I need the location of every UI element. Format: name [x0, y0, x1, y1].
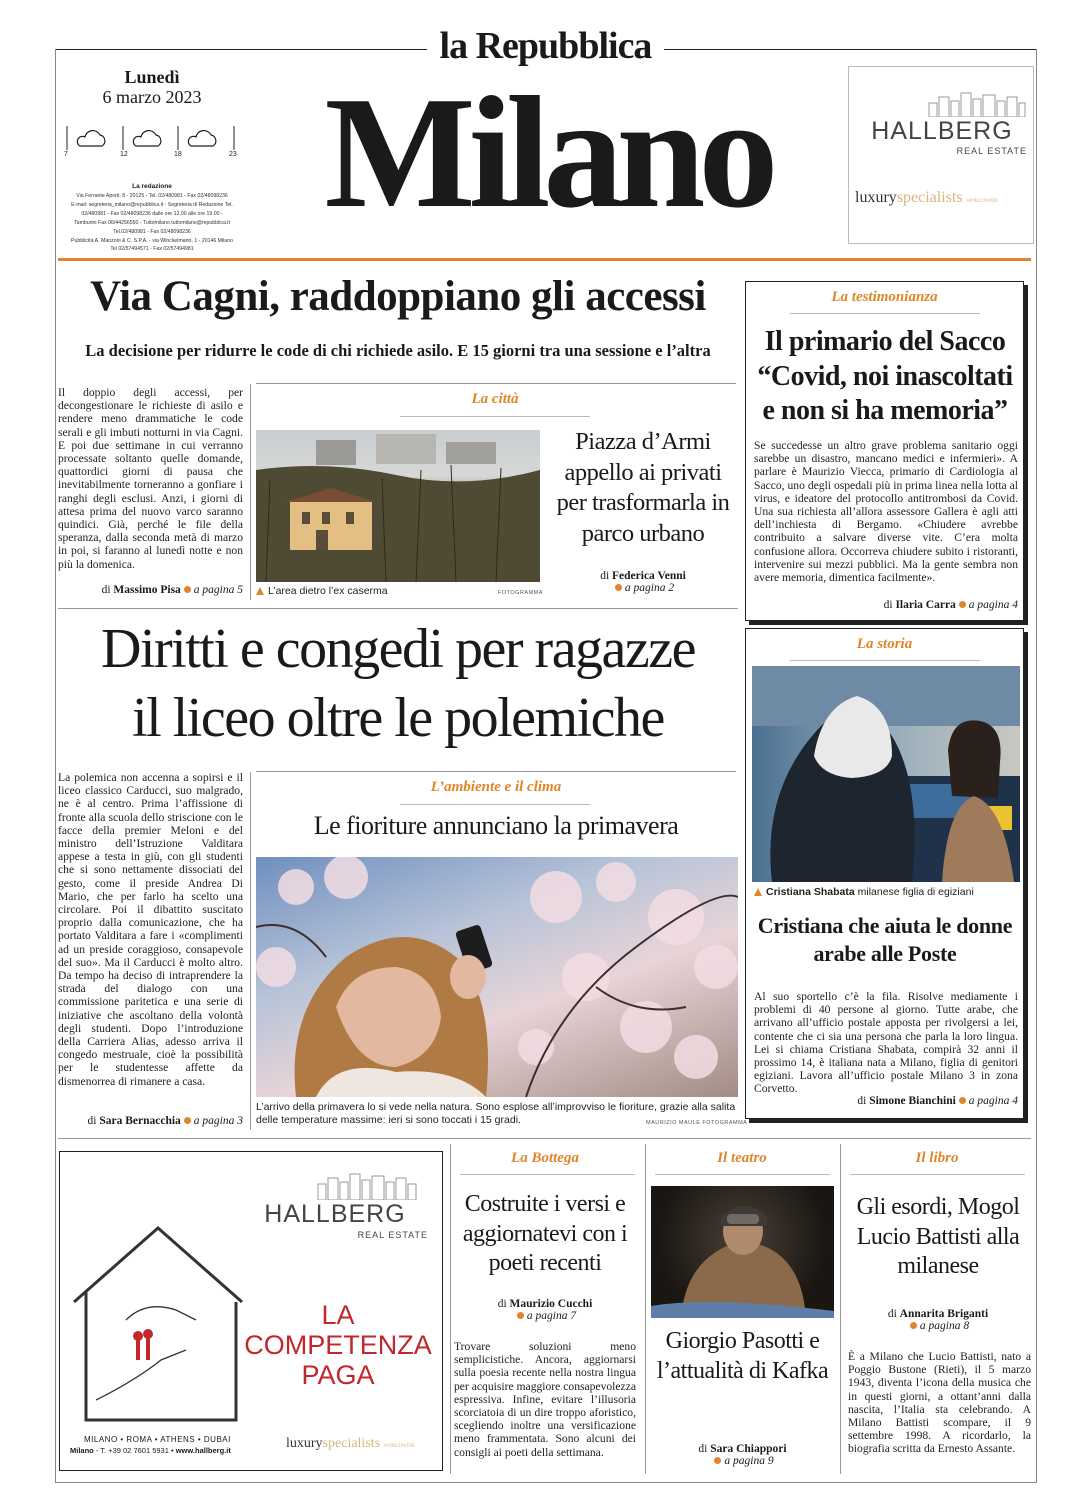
dot-icon	[517, 1312, 524, 1319]
storia-body: Al suo sportello c’è la fila. Risolve mediamente i problemi di 40 persone al giorno. Tutte arabe, che arrivano all’ufficio postale apposta per rivolgersi a lei, contente che ci sia una persona che parla la loro lingua. Lei si chiama Cristiana Shabata, compirà 32 anni il prossimo 14, è italiana nata a Milano, figlia di genitori egiziani. Lavora all’ufficio postale Milano 3 in zona Corvetto.	[754, 990, 1018, 1096]
storia-photo[interactable]	[752, 666, 1020, 882]
weather-hour-3: 18	[174, 151, 182, 158]
divider	[460, 1174, 635, 1175]
divider	[58, 608, 738, 609]
page-border-right	[1036, 49, 1037, 1482]
page-border-left	[55, 49, 56, 1482]
dot-icon	[184, 586, 191, 593]
dot-icon	[615, 584, 622, 591]
divider	[250, 384, 251, 600]
ad-top-brand: HALLBERG	[871, 117, 1013, 145]
ad-bottom-sub: REAL ESTATE	[357, 1230, 428, 1240]
divider	[58, 1138, 1031, 1139]
date-day: Lunedì	[124, 67, 180, 87]
ad-bottom-website[interactable]: www.hallberg.it	[175, 1446, 231, 1455]
divider	[655, 1174, 830, 1175]
ambiente-photo-graphic	[256, 857, 738, 1097]
citta-caption-text: L’area dietro l’ex caserma	[268, 585, 388, 597]
masthead-accent-rule	[58, 258, 1031, 261]
testimonianza-kicker: La testimonianza	[831, 289, 938, 305]
teatro-byline-pre: di	[698, 1443, 708, 1455]
ad-bottom-luxury	[286, 1436, 442, 1452]
liceo-byline-page: a pagina 3	[193, 1115, 243, 1127]
ad-top-luxury	[855, 189, 1033, 207]
testimonianza-byline-name: Ilaria Carra	[895, 599, 956, 611]
testimonianza-byline	[754, 599, 1018, 611]
redazione-line: Via Ferrante Aporti, 8 - 20125 - Tel. 02/480981 - Fax 02/48098236	[76, 193, 228, 199]
bottega-byline-page: a pagina 7	[526, 1310, 577, 1322]
divider	[256, 771, 736, 772]
dot-icon	[910, 1322, 917, 1329]
liceo-byline-name: Sara Bernacchia	[99, 1115, 181, 1127]
testimonianza-body: Se succedesse un altro grave problema sanitario oggi sarebbe un disastro, mancano medici e infermieri». A parlare è Maurizio Viecca, primario di Cardiologia al Sacco, uno degli ospedali più in prima linea nella lotta al virus, e ideatore del protocollo antitrombosi da Covid. Una sua richiesta all’allora assessore Gallera è agli atti dell’inchiesta di Bergamo. «Chiudere avrebbe contribuito a salvare diverse vite. C’era molta confusione allora. Occorreva chiudere subito i ristoranti, intervenire sui mezzi pubblici. Ma la gente sembra non avere memoria, dimentica facilmente».	[754, 439, 1018, 585]
citta-byline	[550, 570, 736, 594]
weather-graphic	[64, 124, 240, 160]
teatro-photo-graphic	[651, 1186, 834, 1318]
redazione-line: 02/480981 - Fax 02/48098236 dalle ore 12.00 alle ore 19.00 -	[81, 210, 223, 217]
ad-bottom-luxury-a: luxury	[286, 1436, 323, 1451]
lead-subhead: La decisione per ridurre le code di chi richiede asilo. E 15 giorni tra una sessione e l’altra	[85, 341, 711, 360]
libro-kicker: Il libro	[915, 1150, 959, 1166]
ad-bottom-luxury-b: specialists	[322, 1436, 381, 1451]
liceo-byline	[58, 1115, 243, 1127]
page-border-bottom	[55, 1482, 1037, 1483]
liceo-body: La polemica non accenna a sopirsi e il liceo classico Carducci, suo malgrado, ne è al centro. Prima l’affissione di fronte alla scuola dello striscione con le facce della premier Meloni e del ministro dell’Istruzione Valditara appese a testa in giù, con gli studenti che si sono nettamente dissociati del gesto, come il preside Andrea Di Mario, che per farlo ha scelto una circolare. Poi il dibattito suscitato proprio dalla comunicazione, che ha portato Valditara a fare i «complimenti ad un preside coraggioso, consapevole del suo». Ma il Carducci è molto altro. Da tempo ha deciso di intraprendere la strada del dialogo con una commissione paritetica e una serie di iniziative che ascoltano della volontà degli studenti. Dopo l’introduzione della Carriera Alias, adesso arriva il congedo mestruale, cioè la possibilità per le studentesse affette da dismenorrea di rimanere a casa.	[58, 771, 243, 1088]
citta-byline-pre: di	[600, 570, 610, 582]
ad-bottom[interactable]	[59, 1151, 443, 1471]
ambiente-photo[interactable]	[256, 857, 738, 1097]
divider	[256, 383, 736, 384]
storia-byline-page: a pagina 4	[968, 1095, 1018, 1107]
libro-byline	[845, 1308, 1031, 1332]
weather-hour-1: 7	[64, 151, 68, 158]
divider	[250, 772, 251, 1130]
date-full: 6 marzo 2023	[102, 87, 202, 107]
ad-bottom-contact	[70, 1446, 231, 1455]
triangle-icon	[754, 888, 762, 896]
citta-kicker: La città	[471, 391, 519, 407]
ad-top-luxury-b: specialists	[896, 189, 963, 206]
bottega-byline	[454, 1298, 636, 1322]
lead-byline-pre: di	[101, 584, 111, 596]
divider	[400, 416, 590, 417]
ad-bottom-contact-city: Milano	[70, 1446, 94, 1455]
triangle-icon	[256, 587, 264, 595]
lead-body: Il doppio degli accessi, per decongestionare le richieste di asilo e rendere meno drammatiche le code serali e gli imbuti notturni in via Cagni. E poi due settimane in cui verranno processate soltanto quelle domande, quattordici giorni di pausa che inevitabilmente torneranno a gonfiare i ranghi degli esclusi. Anzi, i giorni di attesa prima del nuovo varco saranno quindici. Già, perché le file della speranza, dalla seconda metà di marzo in poi, si faranno al lunedì notte e non più la domenica.	[58, 386, 243, 571]
storia-kicker: La storia	[856, 636, 913, 652]
libro-headline[interactable]: Gli esordi, Mogol Lucio Battisti alla milanese	[856, 1194, 1020, 1279]
divider	[645, 1144, 646, 1474]
ad-top-luxury-a: luxury	[855, 189, 897, 206]
bottega-body: Trovare soluzioni meno semplicistiche. Ancora, aggiornarsi sulla poesia recente nella nostra lingua per acquisire maggiore consapevolezza espressiva. Infine, evitare l’illusoria scorciatoia di un dire troppo aforistico, scegliendo inoltre una versificazione meno frammentata. Sono alcuni dei consigli ai poeti della settimana.	[454, 1340, 636, 1459]
teatro-headline[interactable]: Giorgio Pasotti e l’attualità di Kafka	[656, 1328, 829, 1384]
testimonianza-byline-pre: di	[883, 599, 893, 611]
divider	[840, 1144, 841, 1474]
weather-strip	[64, 124, 240, 160]
ad-bottom-cities: MILANO • ROMA • ATHENS • DUBAI	[84, 1435, 231, 1444]
divider	[450, 1144, 451, 1474]
skyline-icon	[316, 1172, 426, 1200]
liceo-byline-pre: di	[87, 1115, 97, 1127]
libro-body: È a Milano che Lucio Battisti, nato a Poggio Bustone (Rieti), il 5 marzo 1943, diventa l’icona della musica che in questi giorni, a ottant’anni dalla nascita, l’Italia sta celebrando. A Milano Battisti scompare, il 9 settembre 1998. A ricordarlo, la biografia scritta da Ernesto Assante.	[848, 1350, 1031, 1456]
dot-icon	[959, 1097, 966, 1104]
skyline-icon	[927, 91, 1027, 117]
ad-bottom-slogan-1: LA	[321, 1300, 355, 1330]
teatro-byline	[650, 1443, 835, 1467]
divider	[400, 804, 590, 805]
redazione-line: Pubblicità A. Manzoni & C. S.P.A. - via Winckelmann, 1 - 20146 Milano	[71, 237, 233, 244]
citta-byline-name: Federica Venni	[612, 570, 686, 582]
bottega-headline[interactable]: Costruite i versi e aggiornatevi con i poeti recenti	[462, 1191, 628, 1276]
weather-hour-4: 23	[229, 151, 237, 158]
redazione-line: E-mail: segreteria_milano@repubblica.it - Segreteria di Redazione Tel.	[71, 201, 233, 208]
divider	[790, 660, 980, 661]
libro-byline-name: Annarita Briganti	[899, 1308, 989, 1320]
storia-caption-rest: milanese figlia di egiziani	[857, 886, 974, 898]
masthead-rule-right	[664, 49, 1036, 50]
masthead-rule-left	[55, 49, 427, 50]
storia-photo-graphic	[752, 666, 1020, 882]
edition-title: Milano	[324, 63, 772, 241]
redazione-line: Tel 02/57494571 - Fax 02/57494981	[110, 246, 194, 253]
house-icon	[66, 1210, 251, 1430]
liceo-headline-2[interactable]: il liceo oltre le polemiche	[132, 687, 664, 749]
citta-photo-graphic	[256, 430, 540, 582]
storia-byline-pre: di	[857, 1095, 867, 1107]
citta-headline[interactable]: Piazza d’Armi appello ai privati per trasformarla in parco urbano	[556, 428, 730, 547]
lead-headline[interactable]: Via Cagni, raddoppiano gli accessi	[90, 273, 706, 320]
weather-hour-2: 12	[120, 151, 128, 158]
ambiente-caption: L’arrivo della primavera lo si vede nella natura. Sono esplose all’improvviso le fioriture, grazie alla salita delle temperature massime: ieri si sono toccati i 15 gradi.	[256, 1101, 736, 1126]
teatro-byline-page: a pagina 9	[724, 1455, 774, 1467]
libro-byline-pre: di	[887, 1308, 897, 1320]
ad-top-luxury-c: WORLDWIDE	[966, 199, 998, 204]
testimonianza-byline-page: a pagina 4	[968, 599, 1018, 611]
redazione-info	[58, 192, 246, 254]
testimonianza-headline[interactable]: Il primario del Sacco “Covid, noi inascoltati e non si ha memoria”	[757, 326, 1013, 426]
ad-bottom-slogan-3: PAGA	[301, 1360, 375, 1390]
ad-bottom-luxury-c: WORLDWIDE	[383, 1444, 415, 1449]
storia-byline	[754, 1095, 1018, 1107]
ad-bottom-slogan	[240, 1300, 436, 1390]
lead-byline-page: a pagina 5	[193, 584, 243, 596]
dot-icon	[959, 601, 966, 608]
bottega-kicker: La Bottega	[511, 1150, 579, 1166]
teatro-kicker: Il teatro	[717, 1150, 767, 1166]
cloud-icon	[77, 131, 216, 146]
teatro-byline-name: Sara Chiappori	[710, 1443, 787, 1455]
storia-headline[interactable]: Cristiana che aiuta le donne arabe alle Poste	[757, 913, 1013, 966]
libro-byline-page: a pagina 8	[919, 1320, 970, 1332]
lead-byline	[58, 584, 243, 596]
storia-byline-name: Simone Bianchini	[869, 1095, 956, 1107]
dot-icon	[184, 1117, 191, 1124]
teatro-photo[interactable]	[651, 1186, 834, 1318]
divider	[850, 1174, 1025, 1175]
citta-credit: FOTOGRAMMA	[498, 590, 543, 596]
storia-caption-name: Cristiana Shabata	[766, 886, 855, 898]
redazione-line: Tamburini Fax 06/44256550 - Tuttomilano tuttomilano@repubblica.it	[74, 219, 230, 226]
ambiente-headline[interactable]: Le fioriture annunciano la primavera	[313, 811, 679, 840]
redazione-title: La redazione	[132, 183, 172, 190]
ambiente-credit: MAURIZIO MAULE FOTOGRAMMA	[646, 1120, 748, 1126]
lead-byline-name: Massimo Pisa	[113, 584, 181, 596]
liceo-headline-1[interactable]: Diritti e congedi per ragazze	[101, 618, 695, 680]
brand-logo: la Repubblica	[439, 25, 652, 67]
bottega-byline-name: Maurizio Cucchi	[509, 1298, 593, 1310]
bottega-byline-pre: di	[497, 1298, 507, 1310]
ambiente-kicker: L’ambiente e il clima	[430, 779, 562, 795]
ad-bottom-brand: HALLBERG	[264, 1200, 406, 1228]
ad-bottom-contact-phone: - T. +39 02 7601 5931 •	[95, 1446, 174, 1455]
ad-top-sub: REAL ESTATE	[956, 146, 1027, 156]
dot-icon	[714, 1457, 721, 1464]
ad-top[interactable]	[848, 66, 1034, 244]
redazione-line: Tel.02/480981 - Fax 02/48098236	[113, 228, 191, 235]
ad-bottom-slogan-2: COMPETENZA	[244, 1330, 432, 1360]
storia-caption	[754, 886, 1020, 899]
divider	[790, 313, 980, 314]
citta-byline-page: a pagina 2	[624, 582, 675, 594]
citta-caption	[256, 585, 486, 598]
citta-photo[interactable]	[256, 430, 540, 582]
